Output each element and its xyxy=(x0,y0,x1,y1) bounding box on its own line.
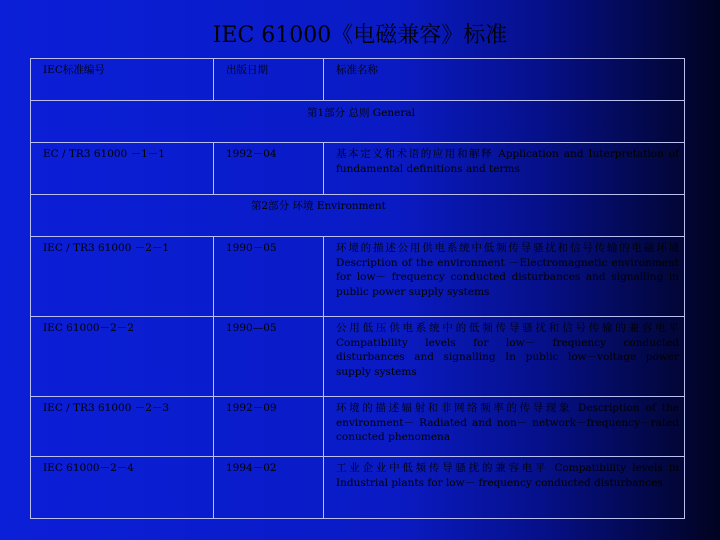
table-row xyxy=(31,457,685,519)
page-title: IEC 61000《电磁兼容》标准 xyxy=(212,23,508,48)
standards-table xyxy=(30,58,685,519)
header-date: 出版日期 xyxy=(214,59,324,101)
cell-number: IEC 61000－2－4 xyxy=(31,457,214,519)
cell-date: 1994－02 xyxy=(214,457,324,519)
section-label-cell xyxy=(31,195,685,237)
section-label: 第1部分 总则 General xyxy=(31,101,685,143)
cell-number: EC / TR3 61000 －1－1 xyxy=(31,143,214,195)
table-row xyxy=(31,397,685,457)
cell-name: 公用低压供电系统中的低频传导骚扰和信号传输的兼容电平 Compatibility levels for low－ frequency conducted disturbances and signalling In public low－voltage power supply systems xyxy=(324,317,685,397)
header-number: IEC标准编号 xyxy=(31,59,214,101)
cell-name: 基本定义和术语的应用和解释 Application and Iuterpretation of fundamental definitions and terms xyxy=(324,143,685,195)
cell-name: 环境的描述辐射和非网络频率的传导现象 Description of the environment－ Radiated and non－ network－frequency－rated conucted phenomena xyxy=(324,397,685,457)
cell-number: IEC / TR3 61000 －2－3 xyxy=(31,397,214,457)
section-label: 第2部分 环境 Environment xyxy=(251,200,386,212)
cell-date: 1990—05 xyxy=(214,317,324,397)
table-row xyxy=(31,237,685,317)
cell-date: 1992－09 xyxy=(214,397,324,457)
cell-date: 1992－04 xyxy=(214,143,324,195)
header-name: 标准名称 xyxy=(324,59,685,101)
cell-name: 工业企业中低频传导骚扰的兼容电平 Compatibility levels in Industrial plants for low－ frequency conducted disturbances xyxy=(324,457,685,519)
cell-date: 1990－05 xyxy=(214,237,324,317)
table-row xyxy=(31,317,685,397)
cell-number: IEC / TR3 61000 －2－1 xyxy=(31,237,214,317)
table-row xyxy=(31,143,685,195)
section-row xyxy=(31,101,685,143)
header-row xyxy=(31,59,685,101)
cell-number: IEC 61000－2－2 xyxy=(31,317,214,397)
section-row xyxy=(31,195,685,237)
cell-name: 环境的描述公用供电系统中低频传导骚扰和信号传输的电磁环境 Description of the environment －Electromagnetic environment for low－ frequency conducted disturbances and signalling in public power supply systems xyxy=(324,237,685,317)
